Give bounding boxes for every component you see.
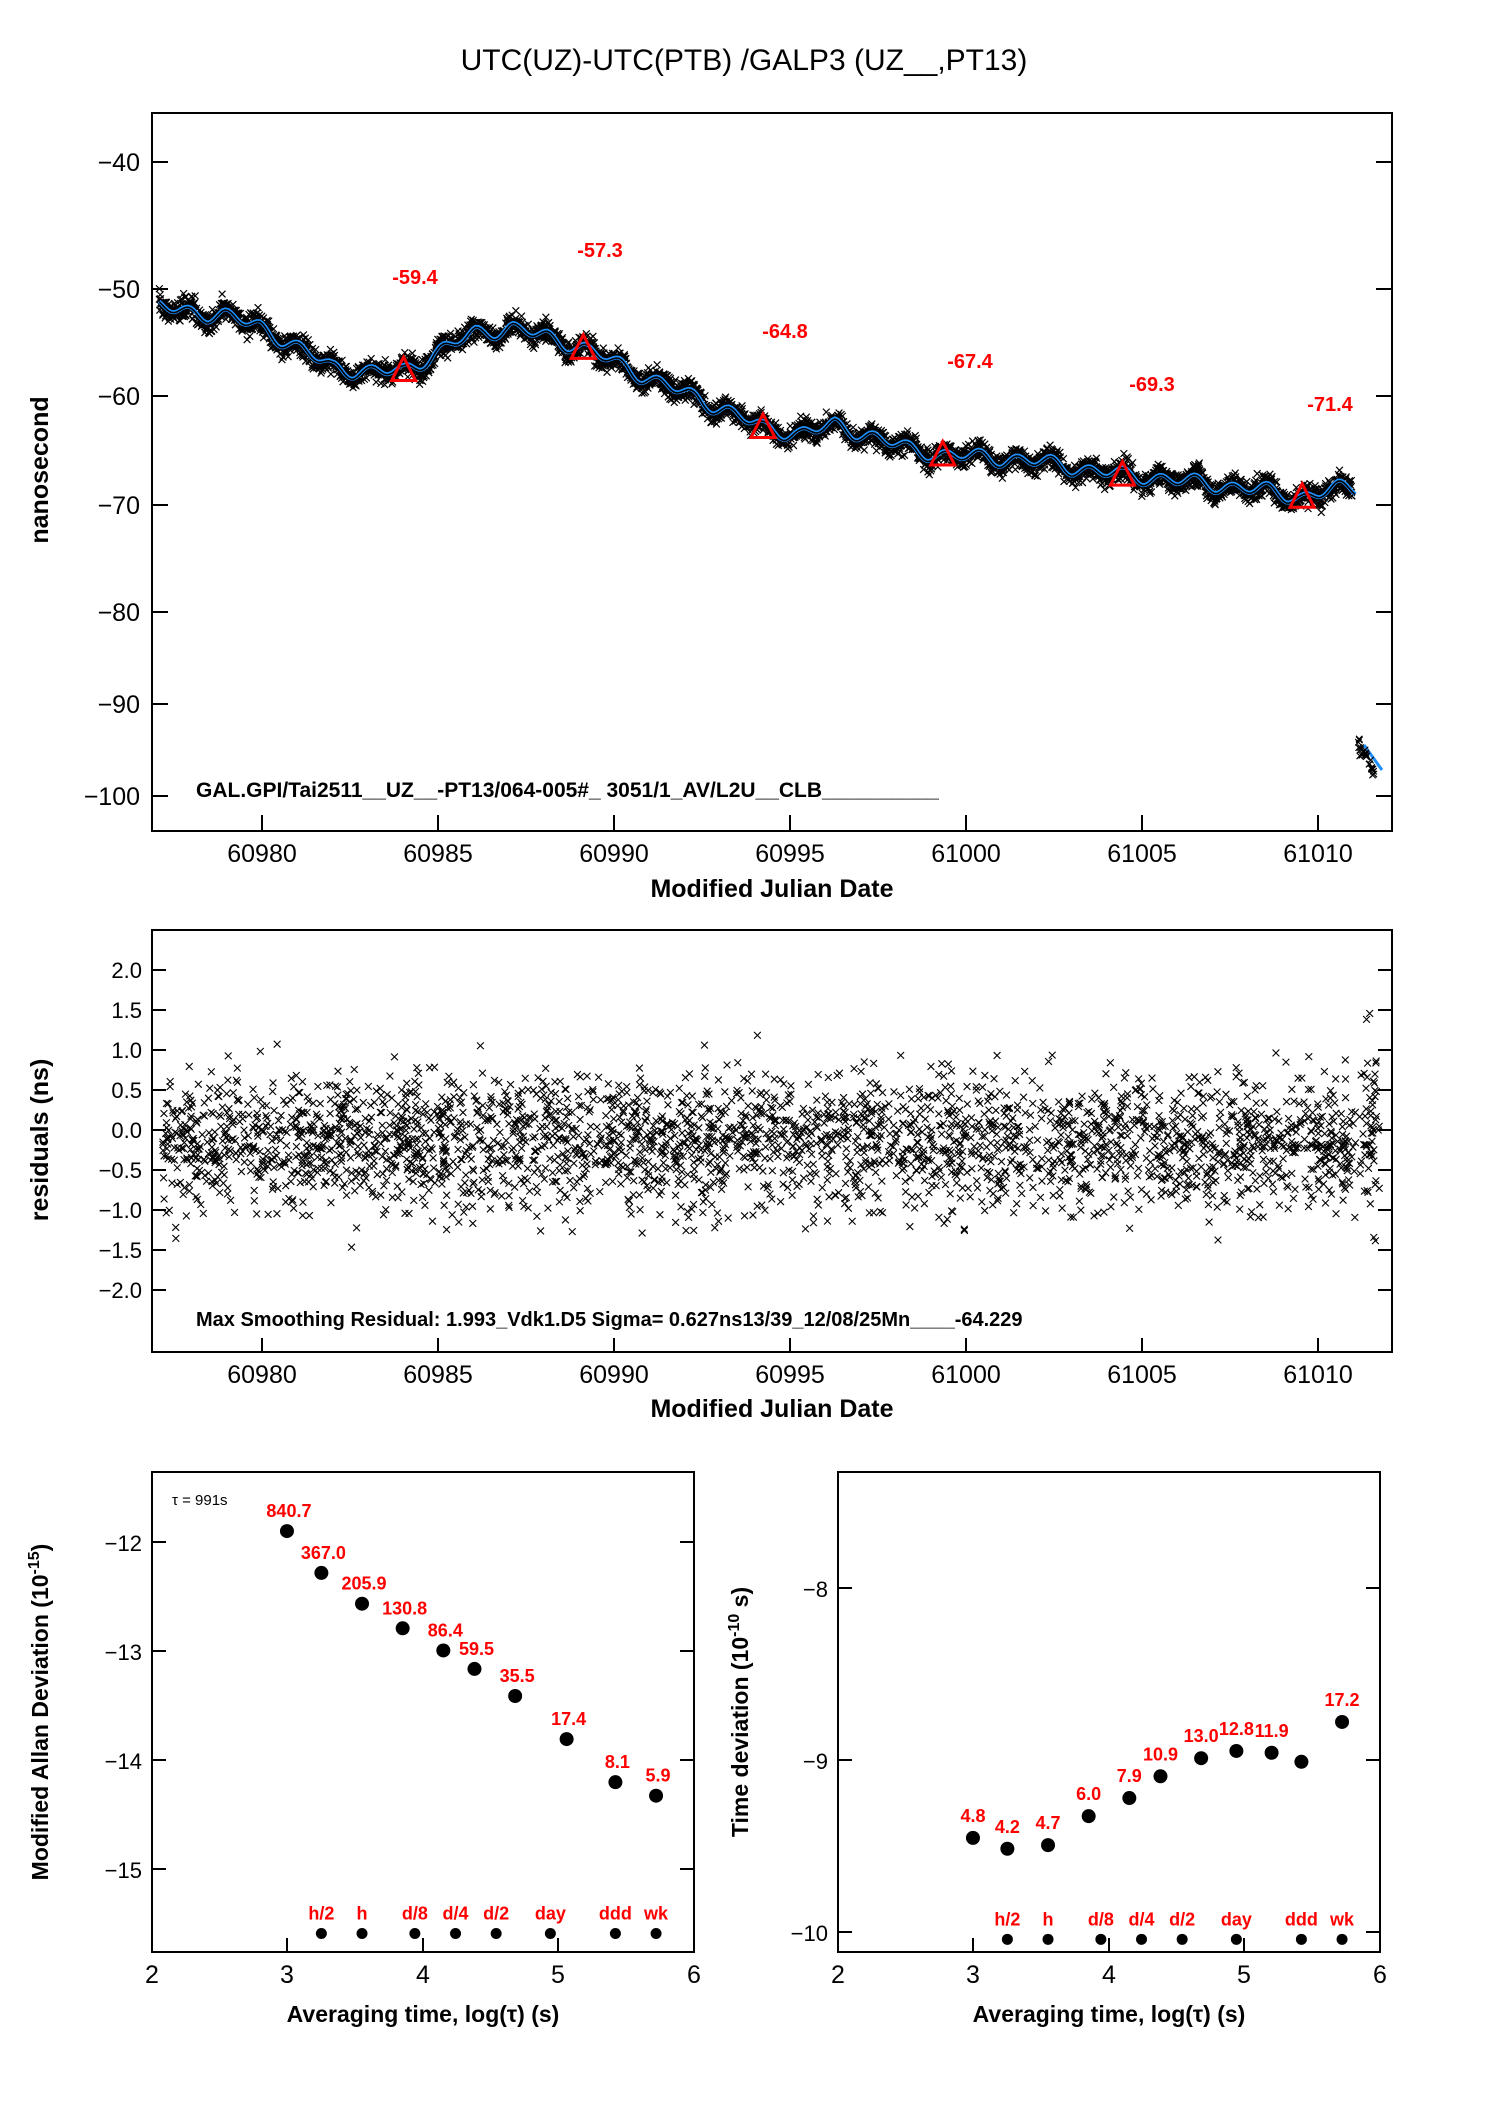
panel4-point-label-4: 7.9 <box>1116 1766 1142 1787</box>
panel4-point-label-5: 10.9 <box>1142 1744 1179 1765</box>
panel3-tau-label-0: h/2 <box>308 1903 335 1924</box>
panel3-xaxis-label: Averaging time, log(τ) (s) <box>286 2001 560 2027</box>
panel3-point-label-0: 840.7 <box>266 1501 312 1522</box>
figure-title: UTC(UZ)-UTC(PTB) /GALP3 (UZ__,PT13) <box>460 44 1028 77</box>
panel4-point-label-2: 4.7 <box>1035 1813 1061 1834</box>
panel4-yaxis-label-tail: s) <box>727 1586 753 1614</box>
panel1-ytick--60: −60 <box>97 383 140 411</box>
panel3-yaxis-label-exp: -15 <box>26 1551 43 1575</box>
panel1-marker-label-2: -64.8 <box>762 321 808 343</box>
panel3-point-label-9: 5.9 <box>645 1765 671 1786</box>
panel1-ytick--50: −50 <box>97 276 140 304</box>
panel1-marker-label-0: -59.4 <box>392 267 438 289</box>
panel2-ytick-0.5: 0.5 <box>111 1078 142 1103</box>
panel1-marker-label-4: -69.3 <box>1129 374 1175 396</box>
panel4-xtick-5: 5 <box>1237 1961 1251 1989</box>
panel3-point-label-8: 8.1 <box>604 1752 630 1773</box>
panel1-marker-label-5: -71.4 <box>1307 394 1353 416</box>
panel1-marker-label-1: -57.3 <box>577 240 623 262</box>
panel2-xaxis-label: Modified Julian Date <box>650 1395 894 1423</box>
panel4-tau-label-2: d/8 <box>1087 1909 1114 1930</box>
panel1-marker-label-3: -67.4 <box>947 351 993 373</box>
panel4-ytick--9: −9 <box>802 1749 828 1774</box>
panel4-xaxis-label: Averaging time, log(τ) (s) <box>972 2001 1246 2027</box>
panel2-yaxis-label: residuals (ns) <box>26 1058 54 1222</box>
panel3-yaxis-label-main: Modified Allan Deviation (10 <box>27 1574 53 1881</box>
panel4-point-label-3: 6.0 <box>1076 1784 1102 1805</box>
panel3-tau-label-2: d/8 <box>401 1903 428 1924</box>
panel2-ytick--1.0: −1.0 <box>98 1198 142 1223</box>
panel1-ytick--70: −70 <box>97 492 140 520</box>
panel2-xtick-60990: 60990 <box>579 1361 649 1389</box>
panel3-ytick--12: −12 <box>104 1531 142 1556</box>
panel3-tau-label-5: day <box>534 1903 566 1924</box>
panel3-point-label-2: 205.9 <box>341 1573 387 1594</box>
panel2-ytick--0.5: −0.5 <box>98 1158 142 1183</box>
panel4-point-label-0: 4.8 <box>960 1805 986 1826</box>
panel1-yaxis-label: nanosecond <box>26 396 54 544</box>
panel2-ytick--1.5: −1.5 <box>98 1238 142 1263</box>
panel4-tau-label-0: h/2 <box>994 1909 1021 1930</box>
panel1-xtick-60980: 60980 <box>227 840 297 868</box>
panel4-tau-label-6: ddd <box>1284 1909 1318 1930</box>
panel3-tau-label-4: d/2 <box>483 1903 510 1924</box>
panel3-point-label-3: 130.8 <box>382 1598 428 1619</box>
panel4-point-label-10: 17.2 <box>1324 1689 1360 1710</box>
panel3-xtick-6: 6 <box>687 1961 701 1989</box>
panel3-tau-label-1: h <box>356 1903 368 1924</box>
panel4-point-label-6: 13.0 <box>1183 1726 1219 1747</box>
panel3-xtick-5: 5 <box>551 1961 565 1989</box>
panel4-tau-label-1: h <box>1042 1909 1054 1930</box>
panel4-ytick--8: −8 <box>802 1577 828 1602</box>
panel1-xtick-61005: 61005 <box>1107 840 1177 868</box>
panel2-xtick-60980: 60980 <box>227 1361 297 1389</box>
panel3-ytick--15: −15 <box>104 1858 142 1883</box>
panel3-tau-label-7: wk <box>644 1903 669 1924</box>
panel1-xtick-61010: 61010 <box>1283 840 1353 868</box>
panel3-tau-label-3: d/4 <box>442 1903 469 1924</box>
panel3-ytick--13: −13 <box>104 1640 142 1665</box>
panel2-xtick-60985: 60985 <box>403 1361 473 1389</box>
panel3-tau-note: τ = 991s <box>172 1492 228 1509</box>
panel4-ytick--10: −10 <box>790 1921 828 1946</box>
panel2-ytick--2.0: −2.0 <box>98 1278 142 1303</box>
panel1-xtick-61000: 61000 <box>931 840 1001 868</box>
panel2-xtick-61005: 61005 <box>1107 1361 1177 1389</box>
panel4-yaxis-label-main: Time deviation (10 <box>727 1636 753 1838</box>
panel3-xtick-2: 2 <box>145 1961 159 1989</box>
panel1-xtick-60985: 60985 <box>403 840 473 868</box>
panel3-point-label-6: 35.5 <box>499 1666 535 1686</box>
panel1-xtick-60995: 60995 <box>755 840 825 868</box>
panel3-point-label-4: 86.4 <box>427 1620 463 1641</box>
panel3-point-label-7: 17.4 <box>551 1709 587 1730</box>
panel4-xtick-2: 2 <box>831 1961 845 1989</box>
panel4-point-label-7: 12.8 <box>1218 1718 1254 1739</box>
panel2-xtick-60995: 60995 <box>755 1361 825 1389</box>
panel3-tau-label-6: ddd <box>598 1903 632 1924</box>
panel1-ytick--90: −90 <box>97 691 140 719</box>
panel3-point-label-1: 367.0 <box>300 1542 346 1563</box>
panel1-xtick-60990: 60990 <box>579 840 649 868</box>
panel4-point-label-8: 11.9 <box>1254 1720 1289 1741</box>
panel4-tau-label-3: d/4 <box>1128 1909 1155 1930</box>
panel1-ytick--80: −80 <box>97 599 140 627</box>
panel4-xtick-6: 6 <box>1373 1961 1387 1989</box>
panel1-xaxis-label: Modified Julian Date <box>650 875 894 903</box>
panel4-tau-label-4: d/2 <box>1169 1909 1196 1930</box>
panel4-xtick-3: 3 <box>966 1961 980 1989</box>
panel1-ytick--100: −100 <box>83 783 140 811</box>
panel3-point-label-5: 59.5 <box>458 1638 495 1659</box>
panel3-xtick-4: 4 <box>416 1961 430 1989</box>
panel4-tau-label-5: day <box>1220 1909 1252 1930</box>
panel2-xtick-61000: 61000 <box>931 1361 1001 1389</box>
panel2-xtick-61010: 61010 <box>1283 1361 1353 1389</box>
panel1-annotation: GAL.GPI/Tai2511__UZ__-PT13/064-005#_ 3051/1_AV/L2U__CLB__________ <box>196 779 939 802</box>
panel2-ytick-2.0: 2.0 <box>111 958 142 983</box>
panel2-ytick-1.5: 1.5 <box>111 998 142 1023</box>
panel1-ytick--40: −40 <box>97 149 140 177</box>
panel4-point-label-1: 4.2 <box>994 1816 1020 1837</box>
panel3-xtick-3: 3 <box>280 1961 294 1989</box>
panel4-tau-label-7: wk <box>1330 1909 1355 1930</box>
panel2-ytick-1.0: 1.0 <box>111 1038 142 1063</box>
panel2-annotation: Max Smoothing Residual: 1.993_Vdk1.D5 Sigma= 0.627ns13/39_12/08/25Mn____-64.229 <box>196 1309 1023 1331</box>
panel3-yaxis-label <box>26 1544 53 1881</box>
panel3-ytick--14: −14 <box>104 1749 142 1774</box>
panel2-ytick-0.0: 0.0 <box>111 1118 142 1143</box>
panel4-yaxis-label-exp: -10 <box>726 1613 743 1637</box>
panel4-xtick-4: 4 <box>1102 1961 1116 1989</box>
